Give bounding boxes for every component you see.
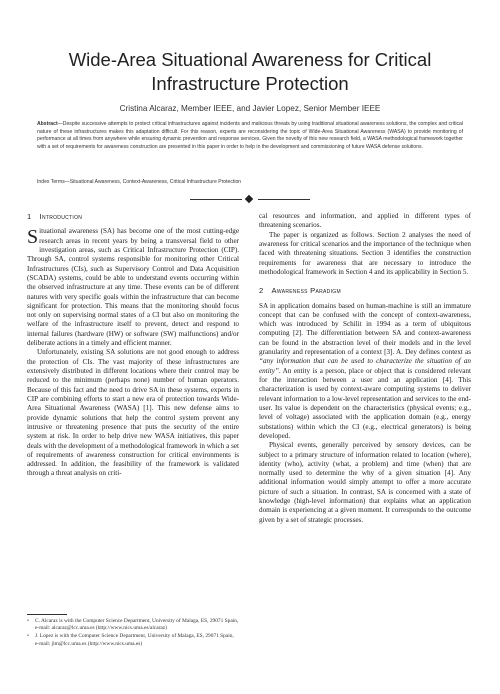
section-divider xyxy=(190,196,310,204)
right-column xyxy=(259,212,471,525)
footnotes xyxy=(27,618,239,649)
index-terms: Index Terms—Situational Awareness, Context-Awareness, Critical Infrastructure Protection xyxy=(37,179,242,185)
section-2-paragraph-1-a: SA in application domains based on human-machine is still an immature concept that can be confused with the concept of context-awareness, which was introduced by Schilit in 1994 as a term of ubiquitous computing [2]. The differentiation between SA and context-awareness can be found in the abstraction level of their models and in the level granularity and representation of a context [3]. A. Dey defines context as xyxy=(259,301,471,357)
section-1-paragraph-1-text: ituational awareness (SA) has become one of the most cutting-edge research areas in recent years by being a transversal field to other investigation areas, such as Critical Infrastructure Protection (CIP). Through SA, control systems responsible for monitoring other Critical Infrastructures (CIs), such as Supervisory Control and Data Acquisition (SCADA) systems, could be able to understand events occurring within the observed infrastructure at any time. These events can be of different natures with very specific goals within the infrastructure that can become significant for protection. This means that the monitoring should focus not only on supervising normal states of a CI but also on monitoring the welfare of the infrastructure itself to prevent, detect and respond to internal failures (hardware (HW) or software (SW) malfunctions) and/or deliberate actions in a timely and efficient manner. xyxy=(27,227,239,348)
abstract-text: —Despite successive attempts to protect critical infrastructures against incidents and malicious threats by using traditional situational awareness solutions, the complex and critical nature of these infrastructures makes this adaptation difficult. For this reason, experts are reconsidering the topic of Wide-Area Situational Awareness (WASA) to provide monitoring of performance at all times from anywhere while ensuring dynamic prevention and response services. Given the novelty of this new research field, a WASA methodological framework together with a set of requirements for awareness construction are presented in this paper in order to help in the development and commissioning of future WASA defense solutions. xyxy=(37,121,463,150)
section-2-heading xyxy=(259,286,471,295)
footnote-text: J. Lopez is with the Computer Science Department, University of Malaga, ES, 29071 Spain, e-mail: jlm@lcc.uma.es (http://www.nics.uma.es) xyxy=(35,633,234,647)
footnote-item xyxy=(27,633,239,647)
abstract-label: Abstract xyxy=(37,121,58,127)
section-2-title: Awareness Paradigm xyxy=(271,286,341,296)
section-1-paragraph-3: cal resources and information, and applied in different types of threatening scenarios. xyxy=(259,212,471,230)
section-2-paragraph-1-b: . An entity is a person, place or object that is considered relevant for the interaction between a user and an application [4]. This characterization is used by context-aware computing systems to deliver relevant information to a low-level representation and services to the end-user. Its value is dependent on the characteristics (physical events; e.g., level of voltage) associated with the application domain (e.g., energy substations) within which the CI (e.g., electrical generators) is being developed. xyxy=(259,366,471,440)
bullet-icon: • xyxy=(27,633,29,640)
context-definition-quote: “any information that can be used to characterize the situation of an entity” xyxy=(259,357,471,375)
left-column xyxy=(27,212,239,479)
section-1-number: 1 xyxy=(27,212,32,221)
section-1-title: Introduction xyxy=(39,212,83,221)
section-1-paragraph-2: Unfortunately, existing SA solutions are not good enough to address the protection of CIs. The vast majority of these infrastructures are extensively distributed in different locations where their control may be reduced to the minimum (perhaps none) number of human operators. Because of this fact and the need to drive SA in these systems, experts in CIP are combining efforts to start a new era of protection towards Wide-Area Situational Awareness (WASA) [1]. This new defense aims to provide dynamic solutions that help the control system prevent any intrusive or threatening presence that puts the security of the entire system at risk. In order to help drive new WASA initiatives, this paper deals with the development of a methodological framework in which a set of requirements of awareness construction for critical environments is addressed. In addition, the feasibility of the framework is validated through a threat analysis on criti- xyxy=(27,348,239,478)
divider-line-right xyxy=(258,199,310,200)
paper-title: Wide-Area Situational Awareness for Critical Infrastructure Protection xyxy=(68,49,432,94)
footnote-text: C. Alcaraz is with the Computer Science Department, University of Malaga, ES, 29071 Spain, e-mail: alcaraz@lcc.uma.es (http://www.nics.uma.es/alcaraz) xyxy=(35,618,239,632)
section-2-number: 2 xyxy=(259,286,264,296)
section-gap xyxy=(259,277,471,286)
footnote-item xyxy=(27,618,239,632)
abstract xyxy=(37,121,463,151)
footnote-rule xyxy=(27,614,67,615)
diamond-icon xyxy=(245,195,253,203)
section-2-paragraph-2: Physical events, generally perceived by sensory devices, can be subject to a primary structure of information related to location (where), identity (who), activity (what, a problem) and time (when) that are normally used to determine the why of a given situation [4]. Any additional information would simply attempt to offer a more accurate picture of such a situation. In contrast, SA is concerned with a state of knowledge (high-level information) that explains what an application domain is experiencing at a given moment. It corresponds to the outcome given by a set of strategic processes. xyxy=(259,441,471,524)
divider-line-left xyxy=(190,199,242,200)
section-1-paragraph-1 xyxy=(27,227,239,348)
author-line: Cristina Alcaraz, Member IEEE, and Javier Lopez, Senior Member IEEE xyxy=(119,104,381,113)
drop-cap: S xyxy=(27,226,39,249)
bullet-icon: • xyxy=(27,618,29,624)
section-2-paragraph-1 xyxy=(259,302,471,442)
section-1-paragraph-4: The paper is organized as follows. Section 2 analyses the need of awareness for critical scenarios and the importance of the technique when faced with threatening situations. Section 3 identifies the construction requirements for awareness that are necessary to introduce the methodological framework in Section 4 and its applicability in Section 5. xyxy=(259,230,471,276)
section-1-heading xyxy=(27,212,239,221)
